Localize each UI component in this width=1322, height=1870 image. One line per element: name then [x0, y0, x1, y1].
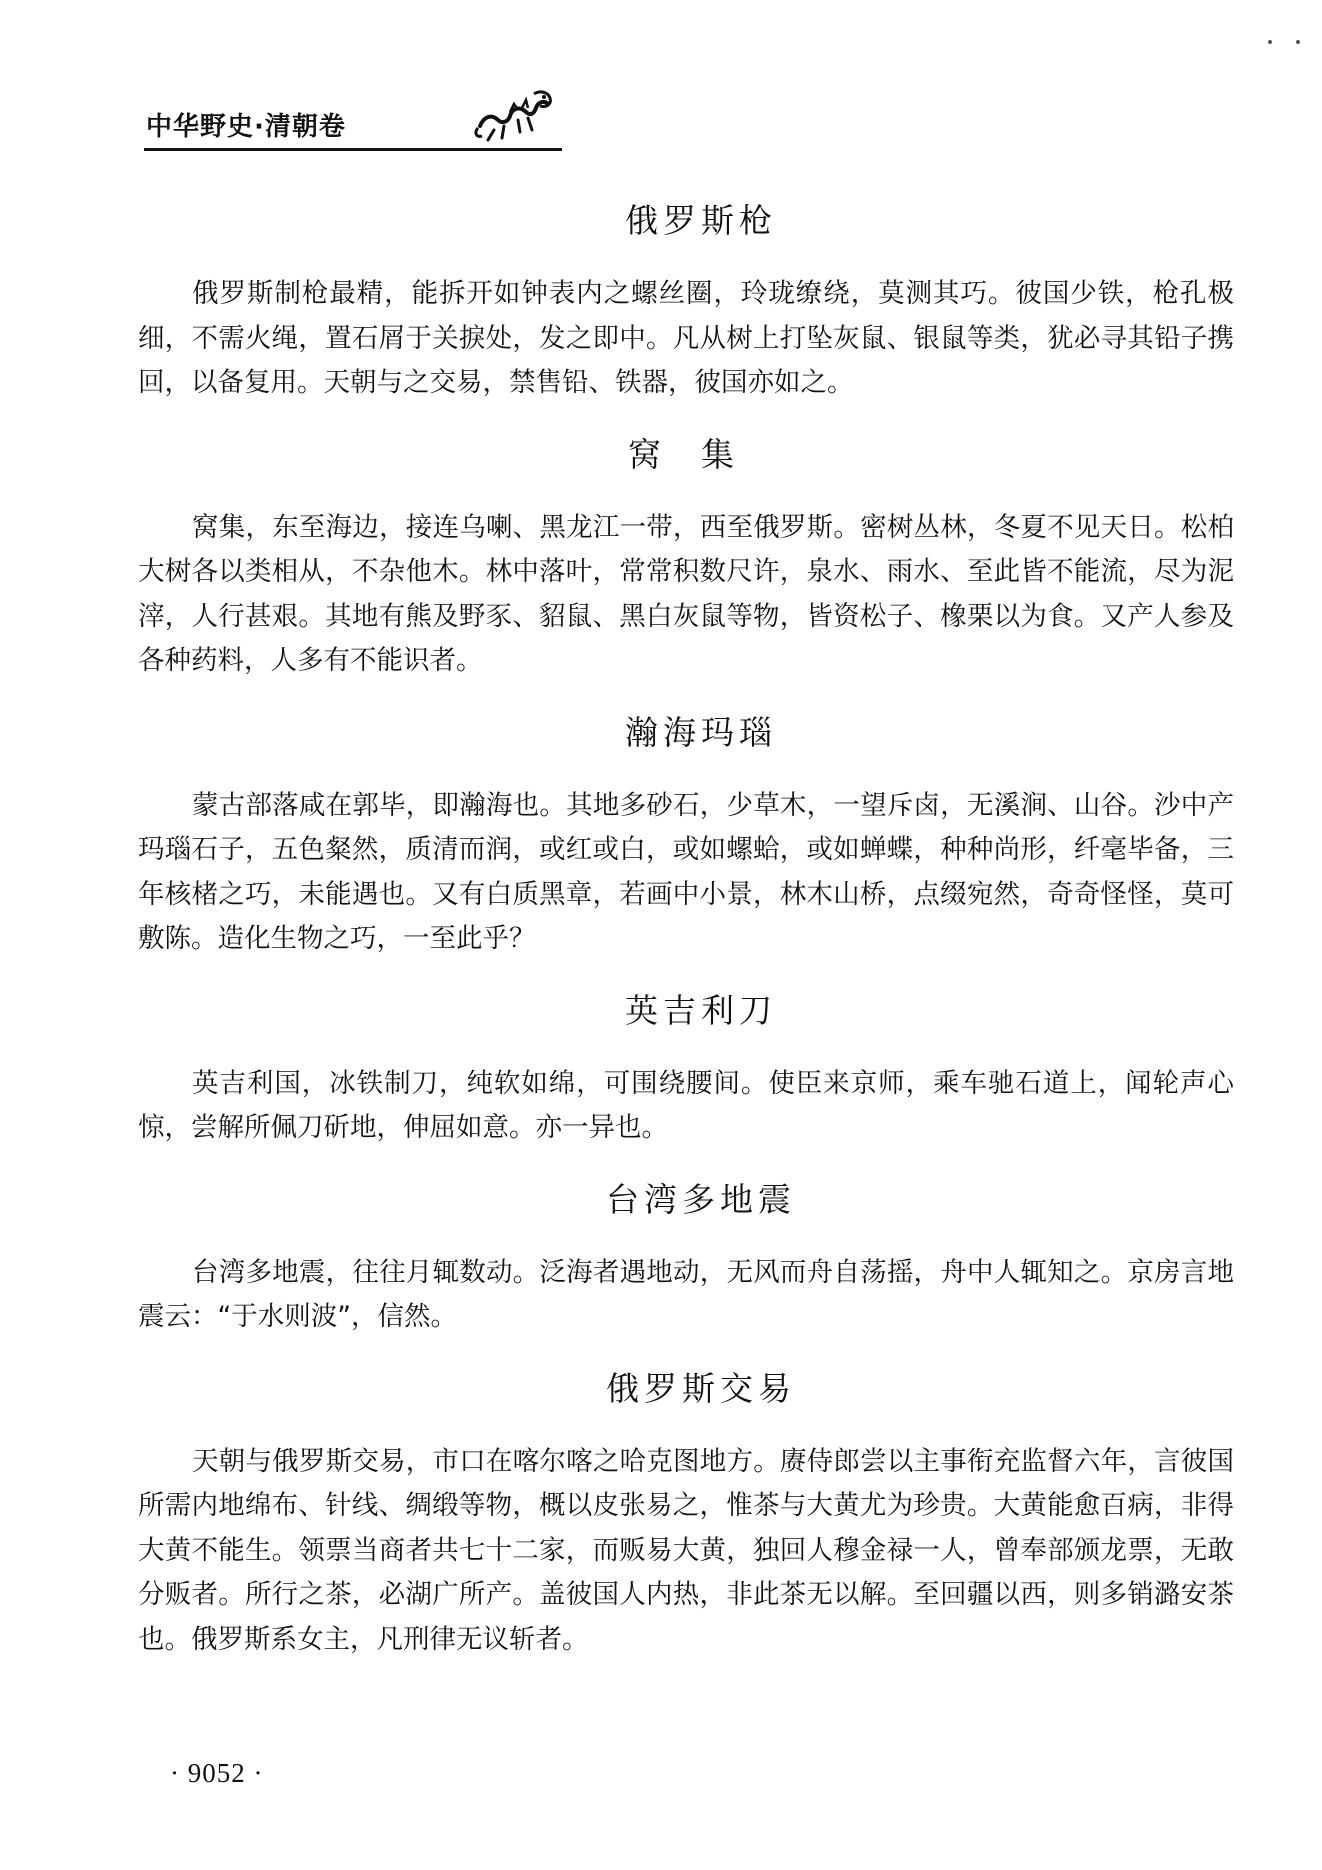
- article-title: 台湾多地震: [606, 1179, 796, 1219]
- running-header: [144, 86, 562, 156]
- article-title: 英吉利刀: [625, 990, 777, 1030]
- article-hanhai-agate: [138, 708, 1234, 962]
- article-title: 瀚海玛瑙: [625, 712, 777, 752]
- article-title: 俄罗斯枪: [625, 201, 777, 240]
- article-woji: [138, 430, 1234, 684]
- scan-mark: [1296, 40, 1300, 44]
- article-text: 窝集，东至海边，接连乌喇、黑龙江一带，西至俄罗斯。密树丛林，冬夏不见天日。松柏大树各以类相从，不杂他木。林中落叶，常常积数尺许，泉水、雨水、至此皆不能流，尽为泥滓，人行甚艰。其地有熊及野豕、貂鼠、黑白灰鼠等物，皆资松子、橡栗以为食。又产人参及各种药料，人多有不能识者。: [138, 511, 1234, 676]
- article-title: 窝集: [628, 434, 774, 474]
- article-english-sword: [138, 986, 1234, 1151]
- article-text: 天朝与俄罗斯交易，市口在喀尔喀之哈克图地方。赓侍郎尝以主事衔充监督六年，言彼国所需内地绵布、针线、绸缎等物，概以皮张易之，惟茶与大黄尤为珍贵。大黄能愈百病，非得大黄不能生。领票当商者共七十二家，而贩易大黄，独回人穆金禄一人，曾奉部颁龙票，无敢分贩者。所行之茶，必湖广所产。盖彼国人内热，非此茶无以解。至回疆以西，则多销潞安茶也。俄罗斯系女主，凡刑律无议斩者。: [138, 1445, 1234, 1655]
- page-number: · 9052 ·: [170, 1758, 264, 1788]
- article-russian-guns: [138, 196, 1234, 406]
- book-title: 中华野史·清朝卷: [146, 112, 346, 142]
- scan-mark: [1268, 40, 1272, 44]
- article-text: 英吉利国，冰铁制刀，纯软如绵，可围绕腰间。使臣来京师，乘车驰石道上，闻轮声心惊，尝解所佩刀斫地，伸屈如意。亦一异也。: [138, 1067, 1234, 1143]
- article-text: 台湾多地震，往往月辄数动。泛海者遇地动，无风而舟自荡摇，舟中人辄知之。京房言地震云：“于水则波”，信然。: [138, 1256, 1234, 1332]
- article-text: 俄罗斯制枪最精，能拆开如钟表内之螺丝圈，玲珑缭绕，莫测其巧。彼国少铁，枪孔极细，不需火绳，置石屑于关捩处，发之即中。凡从树上打坠灰鼠、银鼠等类，犹必寻其铅子携回，以备复用。天朝与之交易，禁售铅、铁器，彼国亦如之。: [138, 278, 1234, 398]
- page-body: [138, 196, 1234, 1686]
- article-russian-trade: [138, 1364, 1234, 1663]
- article-taiwan-earthquakes: [138, 1175, 1234, 1340]
- header-rule: [144, 148, 562, 151]
- dragon-icon: [474, 86, 558, 146]
- article-title: 俄罗斯交易: [606, 1368, 796, 1408]
- article-text: 蒙古部落咸在郭毕，即瀚海也。其地多砂石，少草木，一望斥卤，无溪涧、山谷。沙中产玛瑙石子，五色粲然，质清而润，或红或白，或如螺蛤，或如蝉蝶，种种尚形，纤毫毕备，三年核楮之巧，未能遇也。又有白质黑章，若画中小景，林木山桥，点缀宛然，奇奇怪怪，莫可敷陈。造化生物之巧，一至此乎？: [138, 789, 1234, 954]
